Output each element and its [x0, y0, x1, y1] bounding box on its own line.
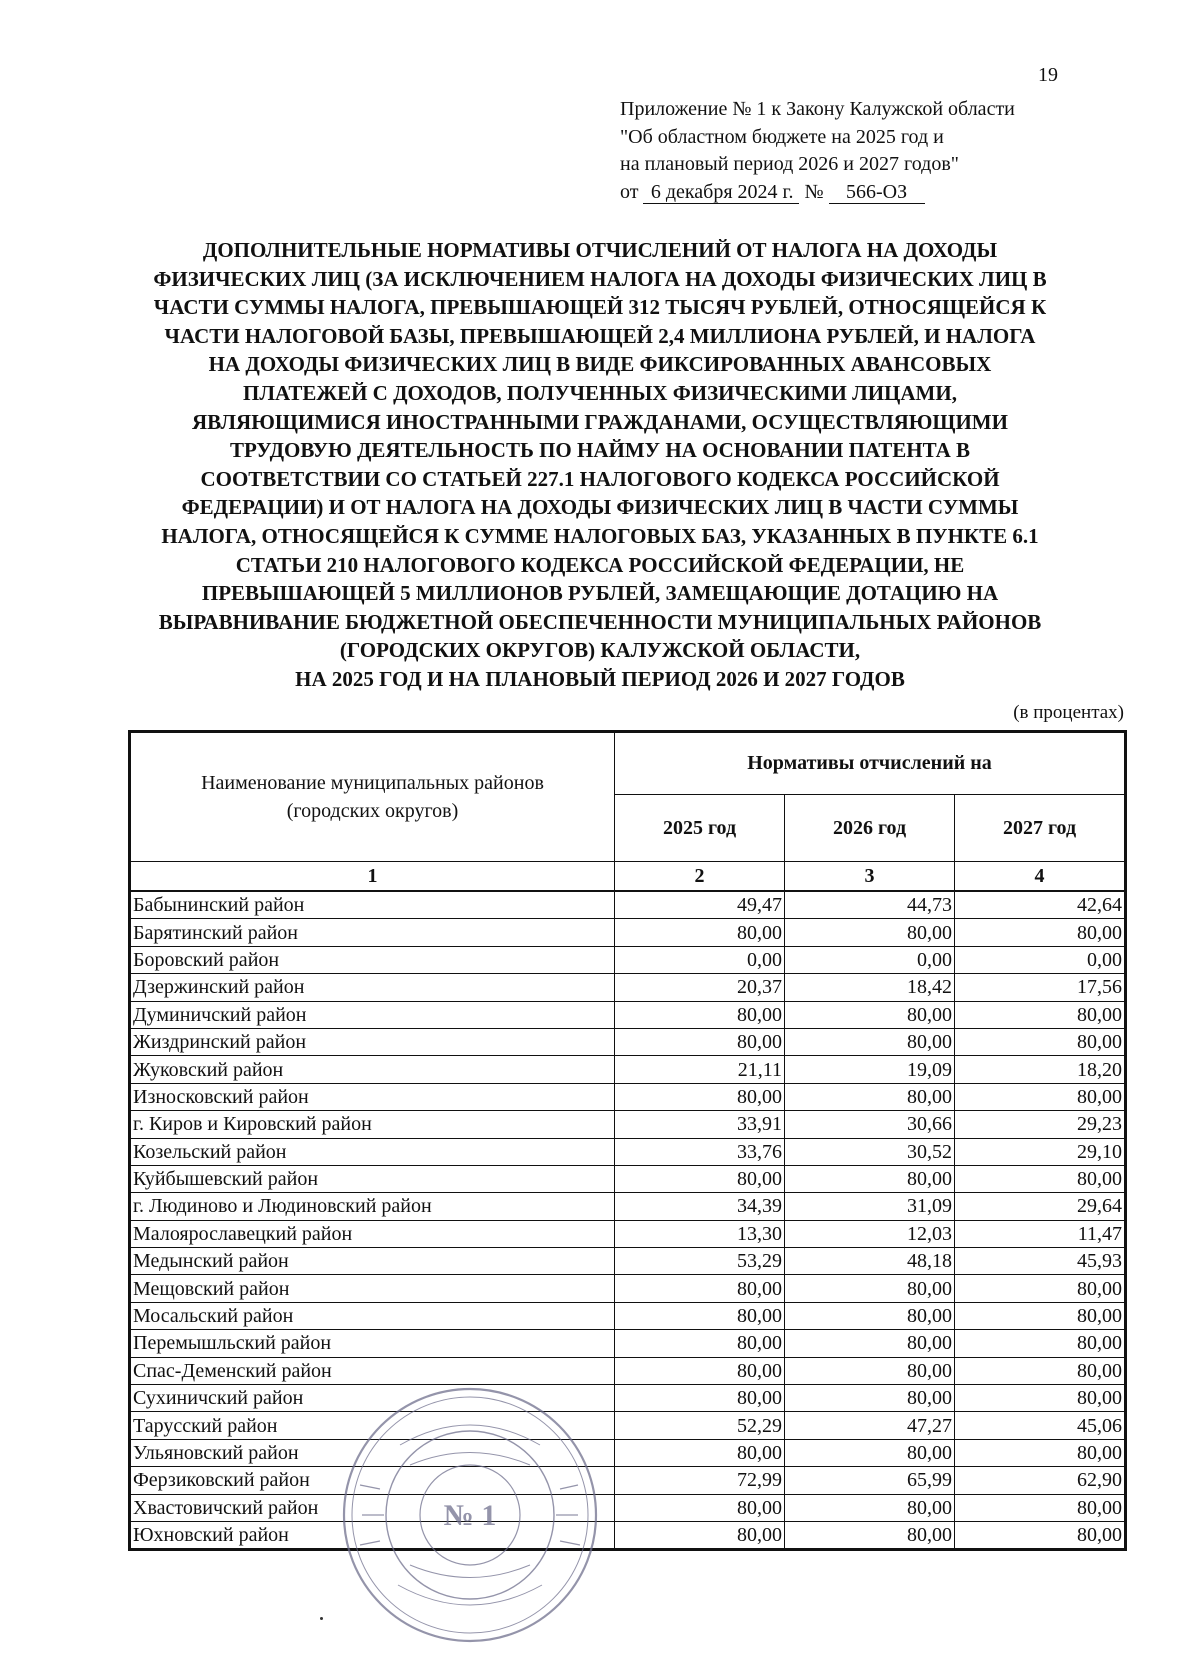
table-row	[130, 1330, 1126, 1357]
municipality-name-cell: Боровский район	[130, 946, 615, 973]
value-2026-cell: 80,00	[785, 1385, 955, 1412]
number-sign: №	[804, 180, 824, 203]
table-row	[130, 1193, 1126, 1220]
standards-table	[128, 730, 1127, 1551]
value-2027-cell: 17,56	[955, 974, 1126, 1001]
title-line: ВЫРАВНИВАНИЕ БЮДЖЕТНОЙ ОБЕСПЕЧЕННОСТИ МУНИЦИПАЛЬНЫХ РАЙОНОВ	[158, 609, 1042, 634]
municipality-name-cell: Ферзиковский район	[130, 1467, 615, 1494]
value-2026-cell: 80,00	[785, 1439, 955, 1466]
title-line: НА 2025 ГОД И НА ПЛАНОВЫЙ ПЕРИОД 2026 И 2027 ГОДОВ	[295, 666, 905, 691]
value-2025-cell: 72,99	[615, 1467, 785, 1494]
value-2025-cell: 80,00	[615, 1330, 785, 1357]
value-2025-cell: 20,37	[615, 974, 785, 1001]
value-2026-cell: 30,66	[785, 1111, 955, 1138]
title-line: (ГОРОДСКИХ ОКРУГОВ) КАЛУЖСКОЙ ОБЛАСТИ,	[339, 638, 861, 663]
municipality-name-cell: Бабынинский район	[130, 891, 615, 919]
value-2027-cell: 80,00	[955, 1439, 1126, 1466]
title-line: ПРЕВЫШАЮЩЕЙ 5 МИЛЛИОНОВ РУБЛЕЙ, ЗАМЕЩАЮЩИЕ ДОТАЦИЮ НА	[201, 581, 999, 606]
value-2026-cell: 0,00	[785, 946, 955, 973]
value-2025-cell: 80,00	[615, 1165, 785, 1192]
value-2025-cell: 80,00	[615, 1083, 785, 1110]
value-2025-cell: 52,29	[615, 1412, 785, 1439]
column-number-1: 1	[130, 862, 615, 892]
value-2025-cell: 80,00	[615, 919, 785, 946]
title-line: ТРУДОВУЮ ДЕЯТЕЛЬНОСТЬ ПО НАЙМУ НА ОСНОВАНИИ ПАТЕНТА В	[229, 438, 970, 463]
value-2025-cell: 80,00	[615, 1028, 785, 1055]
value-2025-cell: 80,00	[615, 1302, 785, 1329]
ink-dot	[320, 1617, 323, 1620]
value-2026-cell: 19,09	[785, 1056, 955, 1083]
value-2026-cell: 80,00	[785, 1357, 955, 1384]
value-2025-cell: 21,11	[615, 1056, 785, 1083]
from-label: от	[620, 180, 639, 203]
value-2027-cell: 18,20	[955, 1056, 1126, 1083]
value-2026-cell: 80,00	[785, 1001, 955, 1028]
table-row	[130, 1302, 1126, 1329]
value-2026-cell: 80,00	[785, 1028, 955, 1055]
value-2026-cell: 65,99	[785, 1467, 955, 1494]
value-2026-cell: 44,73	[785, 891, 955, 919]
standards-group-header: Нормативы отчислений на	[615, 732, 1126, 795]
table-row	[130, 1385, 1126, 1412]
table-row	[130, 946, 1126, 973]
title-line: СООТВЕТСТВИИ СО СТАТЬЕЙ 227.1 НАЛОГОВОГО КОДЕКСА РОССИЙСКОЙ	[200, 466, 1000, 491]
municipality-header-line-2: (городских округов)	[286, 800, 459, 822]
value-2027-cell: 80,00	[955, 1521, 1126, 1549]
column-number-3: 3	[785, 862, 955, 892]
municipality-name-cell: г. Киров и Кировский район	[130, 1111, 615, 1138]
value-2025-cell: 80,00	[615, 1521, 785, 1549]
municipality-name-cell: Жиздринский район	[130, 1028, 615, 1055]
table-row	[130, 1248, 1126, 1275]
value-2026-cell: 80,00	[785, 919, 955, 946]
law-date: 6 декабря 2024 г.	[643, 181, 799, 204]
column-number-4: 4	[955, 862, 1126, 892]
table-row	[130, 1028, 1126, 1055]
municipality-column-header	[130, 732, 615, 862]
title-line: ЧАСТИ СУММЫ НАЛОГА, ПРЕВЫШАЮЩЕЙ 312 ТЫСЯЧ РУБЛЕЙ, ОТНОСЯЩЕЙСЯ К	[153, 295, 1047, 320]
municipality-name-cell: Медынский район	[130, 1248, 615, 1275]
table-header	[130, 732, 1126, 892]
value-2025-cell: 34,39	[615, 1193, 785, 1220]
table-row	[130, 1138, 1126, 1165]
value-2025-cell: 80,00	[615, 1275, 785, 1302]
value-2026-cell: 18,42	[785, 974, 955, 1001]
table-row	[130, 1056, 1126, 1083]
municipality-name-cell: Куйбышевский район	[130, 1165, 615, 1192]
value-2026-cell: 80,00	[785, 1083, 955, 1110]
table-row	[130, 1494, 1126, 1521]
column-number-2: 2	[615, 862, 785, 892]
value-2027-cell: 62,90	[955, 1467, 1126, 1494]
value-2027-cell: 80,00	[955, 1275, 1126, 1302]
value-2027-cell: 29,64	[955, 1193, 1126, 1220]
document-title	[130, 236, 1070, 694]
value-2027-cell: 80,00	[955, 919, 1126, 946]
municipality-name-cell: Думиничский район	[130, 1001, 615, 1028]
value-2025-cell: 80,00	[615, 1001, 785, 1028]
value-2027-cell: 11,47	[955, 1220, 1126, 1247]
value-2026-cell: 31,09	[785, 1193, 955, 1220]
units-note: (в процентах)	[1013, 702, 1124, 723]
table-row	[130, 1412, 1126, 1439]
value-2025-cell: 53,29	[615, 1248, 785, 1275]
municipality-name-cell: Дзержинский район	[130, 974, 615, 1001]
municipality-name-cell: Жуковский район	[130, 1056, 615, 1083]
value-2026-cell: 80,00	[785, 1330, 955, 1357]
value-2025-cell: 80,00	[615, 1494, 785, 1521]
value-2025-cell: 33,91	[615, 1111, 785, 1138]
value-2026-cell: 80,00	[785, 1165, 955, 1192]
value-2027-cell: 42,64	[955, 891, 1126, 919]
table-body	[130, 891, 1126, 1550]
table-row	[130, 974, 1126, 1001]
title-line: ПЛАТЕЖЕЙ С ДОХОДОВ, ПОЛУЧЕННЫХ ФИЗИЧЕСКИМИ ЛИЦАМИ,	[243, 380, 957, 405]
municipality-name-cell: Малоярославецкий район	[130, 1220, 615, 1247]
table-row	[130, 1111, 1126, 1138]
table-row	[130, 1001, 1126, 1028]
municipality-name-cell: Ульяновский район	[130, 1439, 615, 1466]
value-2027-cell: 80,00	[955, 1385, 1126, 1412]
title-line: ФИЗИЧЕСКИХ ЛИЦ (ЗА ИСКЛЮЧЕНИЕМ НАЛОГА НА ДОХОДЫ ФИЗИЧЕСКИХ ЛИЦ В	[153, 266, 1047, 291]
title-line: НА ДОХОДЫ ФИЗИЧЕСКИХ ЛИЦ В ВИДЕ ФИКСИРОВАННЫХ АВАНСОВЫХ	[208, 352, 992, 377]
official-seal-icon	[340, 1385, 600, 1645]
value-2026-cell: 47,27	[785, 1412, 955, 1439]
value-2027-cell: 80,00	[955, 1357, 1126, 1384]
value-2027-cell: 45,06	[955, 1412, 1126, 1439]
value-2027-cell: 80,00	[955, 1083, 1126, 1110]
title-line: НАЛОГА, ОТНОСЯЩЕЙСЯ К СУММЕ НАЛОГОВЫХ БАЗ, УКАЗАННЫХ В ПУНКТЕ 6.1	[161, 523, 1039, 548]
municipality-name-cell: Хвастовичский район	[130, 1494, 615, 1521]
value-2026-cell: 80,00	[785, 1521, 955, 1549]
appendix-header	[620, 96, 1080, 206]
value-2027-cell: 80,00	[955, 1028, 1126, 1055]
table-row	[130, 919, 1126, 946]
value-2026-cell: 80,00	[785, 1494, 955, 1521]
value-2025-cell: 0,00	[615, 946, 785, 973]
title-line: ФЕДЕРАЦИИ) И ОТ НАЛОГА НА ДОХОДЫ ФИЗИЧЕСКИХ ЛИЦ В ЧАСТИ СУММЫ	[181, 495, 1019, 520]
municipality-name-cell: Износковский район	[130, 1083, 615, 1110]
title-line: СТАТЬИ 210 НАЛОГОВОГО КОДЕКСА РОССИЙСКОЙ ФЕДЕРАЦИИ, НЕ	[235, 552, 965, 577]
municipality-name-cell: Мосальский район	[130, 1302, 615, 1329]
table-row	[130, 1467, 1126, 1494]
value-2025-cell: 80,00	[615, 1439, 785, 1466]
title-line: ДОПОЛНИТЕЛЬНЫЕ НОРМАТИВЫ ОТЧИСЛЕНИЙ ОТ НАЛОГА НА ДОХОДЫ	[202, 238, 998, 262]
value-2026-cell: 12,03	[785, 1220, 955, 1247]
table-row	[130, 1083, 1126, 1110]
value-2025-cell: 33,76	[615, 1138, 785, 1165]
table-row	[130, 1521, 1126, 1549]
table-row	[130, 1439, 1126, 1466]
appendix-line-1: Приложение № 1 к Закону Калужской области	[620, 98, 1015, 120]
value-2027-cell: 29,10	[955, 1138, 1126, 1165]
value-2025-cell: 80,00	[615, 1385, 785, 1412]
appendix-line-3: на плановый период 2026 и 2027 годов"	[620, 153, 959, 175]
table-row	[130, 1275, 1126, 1302]
year-2025-header: 2025 год	[615, 795, 785, 862]
value-2025-cell: 13,30	[615, 1220, 785, 1247]
value-2027-cell: 80,00	[955, 1001, 1126, 1028]
year-2027-header: 2027 год	[955, 795, 1126, 862]
value-2027-cell: 80,00	[955, 1165, 1126, 1192]
law-number: 566-ОЗ	[829, 181, 925, 204]
municipality-name-cell: Мещовский район	[130, 1275, 615, 1302]
value-2026-cell: 48,18	[785, 1248, 955, 1275]
appendix-date-line	[620, 179, 1080, 207]
municipality-name-cell: Перемышльский район	[130, 1330, 615, 1357]
municipality-header-line-1: Наименование муниципальных районов	[201, 772, 544, 794]
table-row	[130, 1357, 1126, 1384]
title-line: ЧАСТИ НАЛОГОВОЙ БАЗЫ, ПРЕВЫШАЮЩЕЙ 2,4 МИЛЛИОНА РУБЛЕЙ, И НАЛОГА	[164, 323, 1036, 348]
municipality-name-cell: Спас-Деменский район	[130, 1357, 615, 1384]
appendix-line-2: "Об областном бюджете на 2025 год и	[620, 125, 944, 148]
municipality-name-cell: Тарусский район	[130, 1412, 615, 1439]
value-2025-cell: 49,47	[615, 891, 785, 919]
value-2027-cell: 0,00	[955, 946, 1126, 973]
municipality-name-cell: Барятинский район	[130, 919, 615, 946]
municipality-name-cell: Сухиничский район	[130, 1385, 615, 1412]
table-row	[130, 1165, 1126, 1192]
table-row	[130, 1220, 1126, 1247]
value-2027-cell: 80,00	[955, 1330, 1126, 1357]
municipality-name-cell: Юхновский район	[130, 1521, 615, 1549]
table-row	[130, 891, 1126, 919]
value-2026-cell: 30,52	[785, 1138, 955, 1165]
value-2027-cell: 29,23	[955, 1111, 1126, 1138]
page-number: 19	[1038, 64, 1058, 86]
value-2025-cell: 80,00	[615, 1357, 785, 1384]
municipality-name-cell: г. Людиново и Людиновский район	[130, 1193, 615, 1220]
value-2027-cell: 45,93	[955, 1248, 1126, 1275]
value-2026-cell: 80,00	[785, 1275, 955, 1302]
seal-center-text: № 1	[443, 1499, 497, 1532]
value-2027-cell: 80,00	[955, 1494, 1126, 1521]
title-line: ЯВЛЯЮЩИМИСЯ ИНОСТРАННЫМИ ГРАЖДАНАМИ, ОСУЩЕСТВЛЯЮЩИМИ	[192, 409, 1008, 434]
municipality-name-cell: Козельский район	[130, 1138, 615, 1165]
value-2027-cell: 80,00	[955, 1302, 1126, 1329]
year-2026-header: 2026 год	[785, 795, 955, 862]
value-2026-cell: 80,00	[785, 1302, 955, 1329]
